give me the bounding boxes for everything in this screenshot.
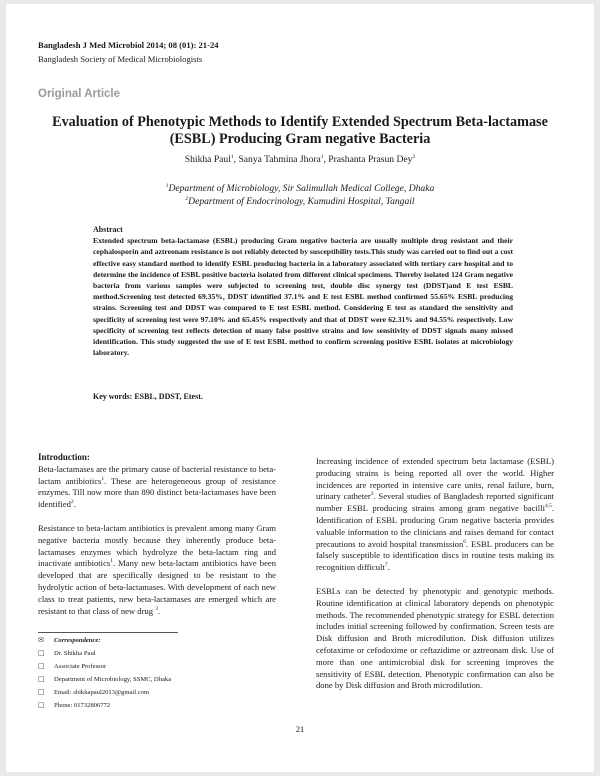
citation-mark: 7	[384, 562, 388, 569]
correspondence-row	[38, 686, 178, 699]
author-affiliation-mark: 1	[320, 153, 324, 160]
paragraph: ESBLs can be detected by phenotypic and genotypic methods. Routine identification at clinical laboratory depends on phenotypic methods. The recommended phenotypic strategy for ESBL detection includes initial screening followed by confirmation. Screen tests are Disk diffusion and Broth microdilution. Disk diffusion utilizes cefotaxime or cefodoxime or ceftazidime or aztreonam disk. Use of more than one antimicrobial disk for screening improves the sensitivity of ESBL detection. Phenotypic confirmation can also be done by Disk diffusion and Broth microdilution.	[316, 585, 554, 691]
correspondence-heading: Correspondence:	[54, 637, 101, 644]
citation-mark: 1	[110, 558, 113, 565]
square-bullet-icon: □	[38, 662, 45, 670]
square-bullet-icon: □	[38, 701, 45, 709]
affiliation-number: 1	[165, 182, 169, 189]
society-name: Bangladesh Society of Medical Microbiologists	[38, 54, 203, 64]
correspondence-line: Department of Microbiology, SSMC, Dhaka	[54, 676, 172, 683]
left-column	[38, 452, 276, 629]
text-run: . These are heterogeneous group of resistance enzymes. Till now more than 890 distinct beta-lactamases have been identified	[38, 475, 276, 510]
author-separator: ,	[323, 154, 329, 165]
text-run: .	[157, 605, 161, 616]
correspondence-row	[38, 673, 178, 686]
abstract-heading: Abstract	[93, 225, 123, 234]
right-column	[316, 456, 554, 704]
author-list	[40, 154, 560, 165]
abstract-block	[93, 224, 513, 358]
text-run: . Several studies of Bangladesh reported significant number ESBL producing strains among gram negative bacilli	[316, 491, 554, 514]
correspondence-row	[38, 660, 178, 673]
citation-mark: 6	[463, 538, 467, 545]
author-separator: ,	[233, 154, 239, 165]
affiliation-line	[40, 195, 560, 208]
text-run: Resistance to beta-lactam antibiotics is prevalent among many Gram negative bacteria mostly because they inherently produce beta-lactamases enzymes which hydrolyze the beta-lactam ring and inactivate antibiotics	[38, 522, 276, 569]
author-name: Shikha Paul	[184, 154, 231, 165]
paragraph	[38, 464, 276, 511]
author-affiliation-mark: 2	[412, 153, 416, 160]
affiliation-text: Department of Microbiology, Sir Salimullah Medical College, Dhaka	[168, 183, 435, 194]
affiliation-number: 2	[185, 195, 189, 202]
author-name: Sanya Tahmina Jhora	[238, 154, 321, 165]
citation-mark: 3	[370, 491, 374, 498]
citation-mark: 1	[101, 475, 105, 482]
correspondence-block	[38, 634, 178, 712]
affiliation-line	[40, 182, 560, 195]
square-bullet-icon: □	[38, 688, 45, 696]
correspondence-divider	[38, 632, 178, 633]
section-label: Original Article	[38, 88, 121, 100]
keywords: Key words: ESBL, DDST, Etest.	[93, 392, 203, 401]
correspondence-line: Dr. Shikha Paul	[54, 650, 96, 657]
paragraph	[316, 456, 554, 574]
author-name: Prashanta Prasun Dey	[328, 154, 413, 165]
abstract-text: Extended spectrum beta-lactamase (ESBL) producing Gram negative bacteria are usually multiple drug resistant and their cephalosporin and aztreonam resistance is not reliably detected by susceptibility tests.This study was carried out to find out a cost effective easy standard method to identify ESBL producing bacteria in a laboratory associated with tertiary care hospital and to determine the incidence of ESBL positive bacteria isolated from different clinical specimens. Thereby isolated 124 Gram negative bacteria from various samples were subjected to screening test, double disc synergy test (DDST)and E test ESBL method.Screening test detected 69.35%, DDST identified 37.1% and E test ESBL method confirmed 55.65% ESBL producing strains. Screening test and DDST was compared to E test ESBL method. Considering E test as standard the sensitivity and specificity of screening test were 97.10% and 65.45% respectively and that of DDST were 62.31% and 94.55% respectively. Low specificity of screening test reflects detection of many false positive strains and low sensitivity of DDST signals many missed identification. This study suggested the use of E test ESBL method to confirm screening positive ESBL isolates at microbiology laboratory.	[93, 236, 513, 358]
text-run: .	[387, 562, 390, 573]
paragraph	[38, 523, 276, 617]
square-bullet-icon: □	[38, 675, 45, 683]
correspondence-line: Associate Professor	[54, 663, 107, 670]
correspondence-row	[38, 699, 178, 712]
correspondence-row	[38, 647, 178, 660]
text-run: .	[73, 499, 76, 510]
introduction-heading: Introduction:	[38, 452, 90, 462]
text-run: . ESBL producers can be falsely susceptible to identification discs in routine tests making its recognition difficult	[316, 538, 554, 573]
author-affiliation-mark: 1	[230, 153, 234, 160]
citation-mark: 3	[155, 605, 158, 612]
affiliations	[40, 182, 560, 208]
correspondence-email: Email: shikhapaul2013@gmail.com	[54, 689, 150, 696]
text-run: Increasing incidence of extended spectrum beta lactamase (ESBL) producing strains is being reported all over the world. Higher incidences are reported in intensive care units, renal failure, burn, urinary catheter	[316, 456, 554, 502]
article-title: Evaluation of Phenotypic Methods to Identify Extended Spectrum Beta-lactamase (ESBL) Producing Gram negative Bacteria	[52, 114, 548, 147]
page-number: 21	[295, 725, 305, 734]
correspondence-phone: Phone: 01732806772	[54, 702, 111, 709]
text-run: . Many new beta-lactam antibiotics have been developed that are specifically designed to be resistant to the hydrolytic action of beta-lactamases. With development of each new class to treat patients, new beta-lactamases are emerged which are resistant to that class of new drug	[38, 558, 276, 616]
envelope-icon: ✉	[38, 636, 44, 644]
square-bullet-icon: □	[38, 649, 45, 657]
correspondence-row	[38, 634, 178, 647]
citation-mark: 4,5	[544, 503, 552, 510]
text-run: . Identification of ESBL producing Gram negative bacteria provides valuable information to the clinicians and raises demand for contact precautions to avoid hospital transmission	[316, 503, 554, 549]
citation-mark: 2	[70, 499, 74, 506]
affiliation-text: Department of Endocrinology, Kumudini Hospital, Tangail	[188, 196, 415, 207]
text-run: Beta-lactamases are the primary cause of bacterial resistance to beta-lactam antibiotics	[38, 463, 276, 486]
journal-citation: Bangladesh J Med Microbiol 2014; 08 (01): 21-24	[38, 40, 219, 50]
